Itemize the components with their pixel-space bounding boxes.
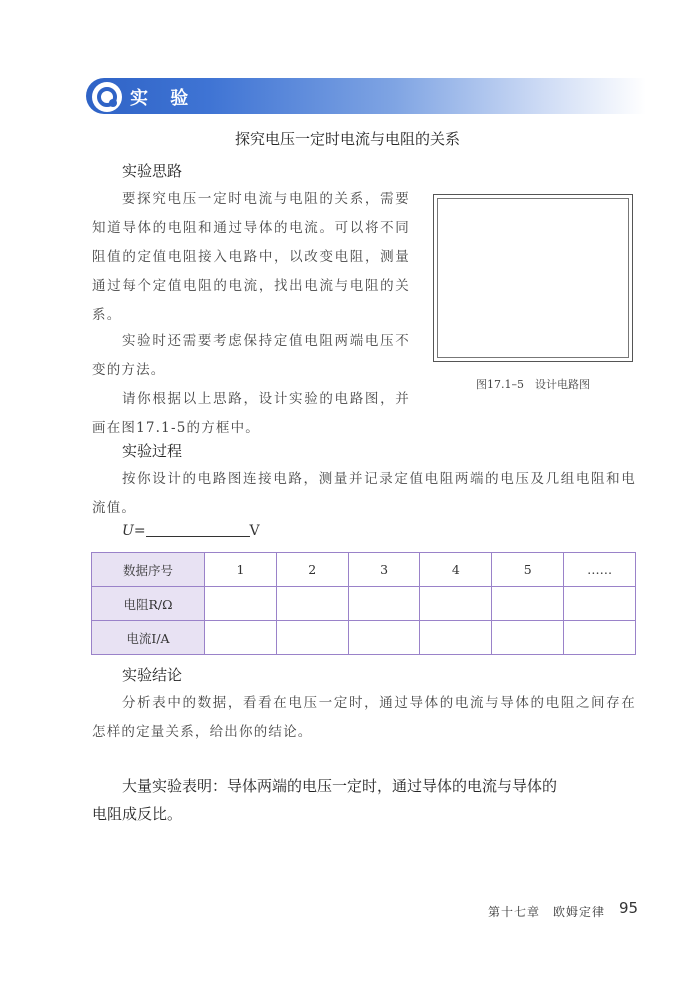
table-cell[interactable] <box>205 587 277 621</box>
col-header-4: 4 <box>420 553 492 587</box>
result-statement: 大量实验表明：导体两端的电压一定时，通过导体的电流与导体的电阻成反比。 <box>92 777 558 823</box>
table-cell[interactable] <box>276 587 348 621</box>
voltage-equals: = <box>133 523 146 539</box>
table-cell[interactable] <box>492 621 564 655</box>
table-cell[interactable] <box>564 621 636 655</box>
row-label-resistance: 电阻R/Ω <box>92 587 205 621</box>
voltage-blank[interactable] <box>146 522 250 537</box>
idea-paragraph-2: 实验时还需要考虑保持定值电阻两端电压不变的方法。 <box>92 333 410 378</box>
process-heading: 实验过程 <box>122 442 183 460</box>
table-cell[interactable] <box>276 621 348 655</box>
row-label-index: 数据序号 <box>92 553 205 587</box>
table-cell[interactable] <box>420 587 492 621</box>
conclusion-paragraph: 分析表中的数据，看看在电压一定时，通过导体的电流与导体的电阻之间存在怎样的定量关系，给出你的结论。 <box>92 695 636 740</box>
idea-heading: 实验思路 <box>122 162 183 180</box>
table-row-current <box>92 621 636 655</box>
table-cell[interactable] <box>492 587 564 621</box>
voltage-unit: V <box>249 523 260 539</box>
col-header-more: …… <box>564 553 636 587</box>
page-title: 探究电压一定时电流与电阻的关系 <box>234 130 460 148</box>
section-label: 实 验 <box>130 88 197 109</box>
col-header-5: 5 <box>492 553 564 587</box>
conclusion-heading: 实验结论 <box>122 666 183 684</box>
experiment-badge-icon <box>92 82 122 112</box>
table-cell[interactable] <box>420 621 492 655</box>
voltage-fill-line <box>122 522 260 539</box>
voltage-symbol: U <box>122 523 134 539</box>
col-header-1: 1 <box>205 553 277 587</box>
data-table <box>91 552 636 655</box>
figure-caption: 图17.1–5 设计电路图 <box>476 378 590 391</box>
process-paragraph: 按你设计的电路图连接电路，测量并记录定值电阻两端的电压及几组电阻和电流值。 <box>92 471 636 516</box>
row-label-current: 电流I/A <box>92 621 205 655</box>
idea-paragraph-1: 要探究电压一定时电流与电阻的关系，需要知道导体的电阻和通过导体的电流。可以将不同阻值的定值电阻接入电路中，以改变电阻，测量通过每个定值电阻的电流，找出电流与电阻的关系。 <box>92 191 410 323</box>
table-cell[interactable] <box>348 621 420 655</box>
col-header-2: 2 <box>276 553 348 587</box>
chapter-footer: 第十七章 欧姆定律 <box>488 905 606 919</box>
circuit-design-box <box>433 194 633 362</box>
col-header-3: 3 <box>348 553 420 587</box>
table-row-index <box>92 553 636 587</box>
page-number: 95 <box>619 899 639 917</box>
table-cell[interactable] <box>348 587 420 621</box>
idea-paragraph-3: 请你根据以上思路，设计实验的电路图，并画在图17.1-5的方框中。 <box>92 391 410 436</box>
table-cell[interactable] <box>564 587 636 621</box>
table-cell[interactable] <box>205 621 277 655</box>
table-row-resistance <box>92 587 636 621</box>
